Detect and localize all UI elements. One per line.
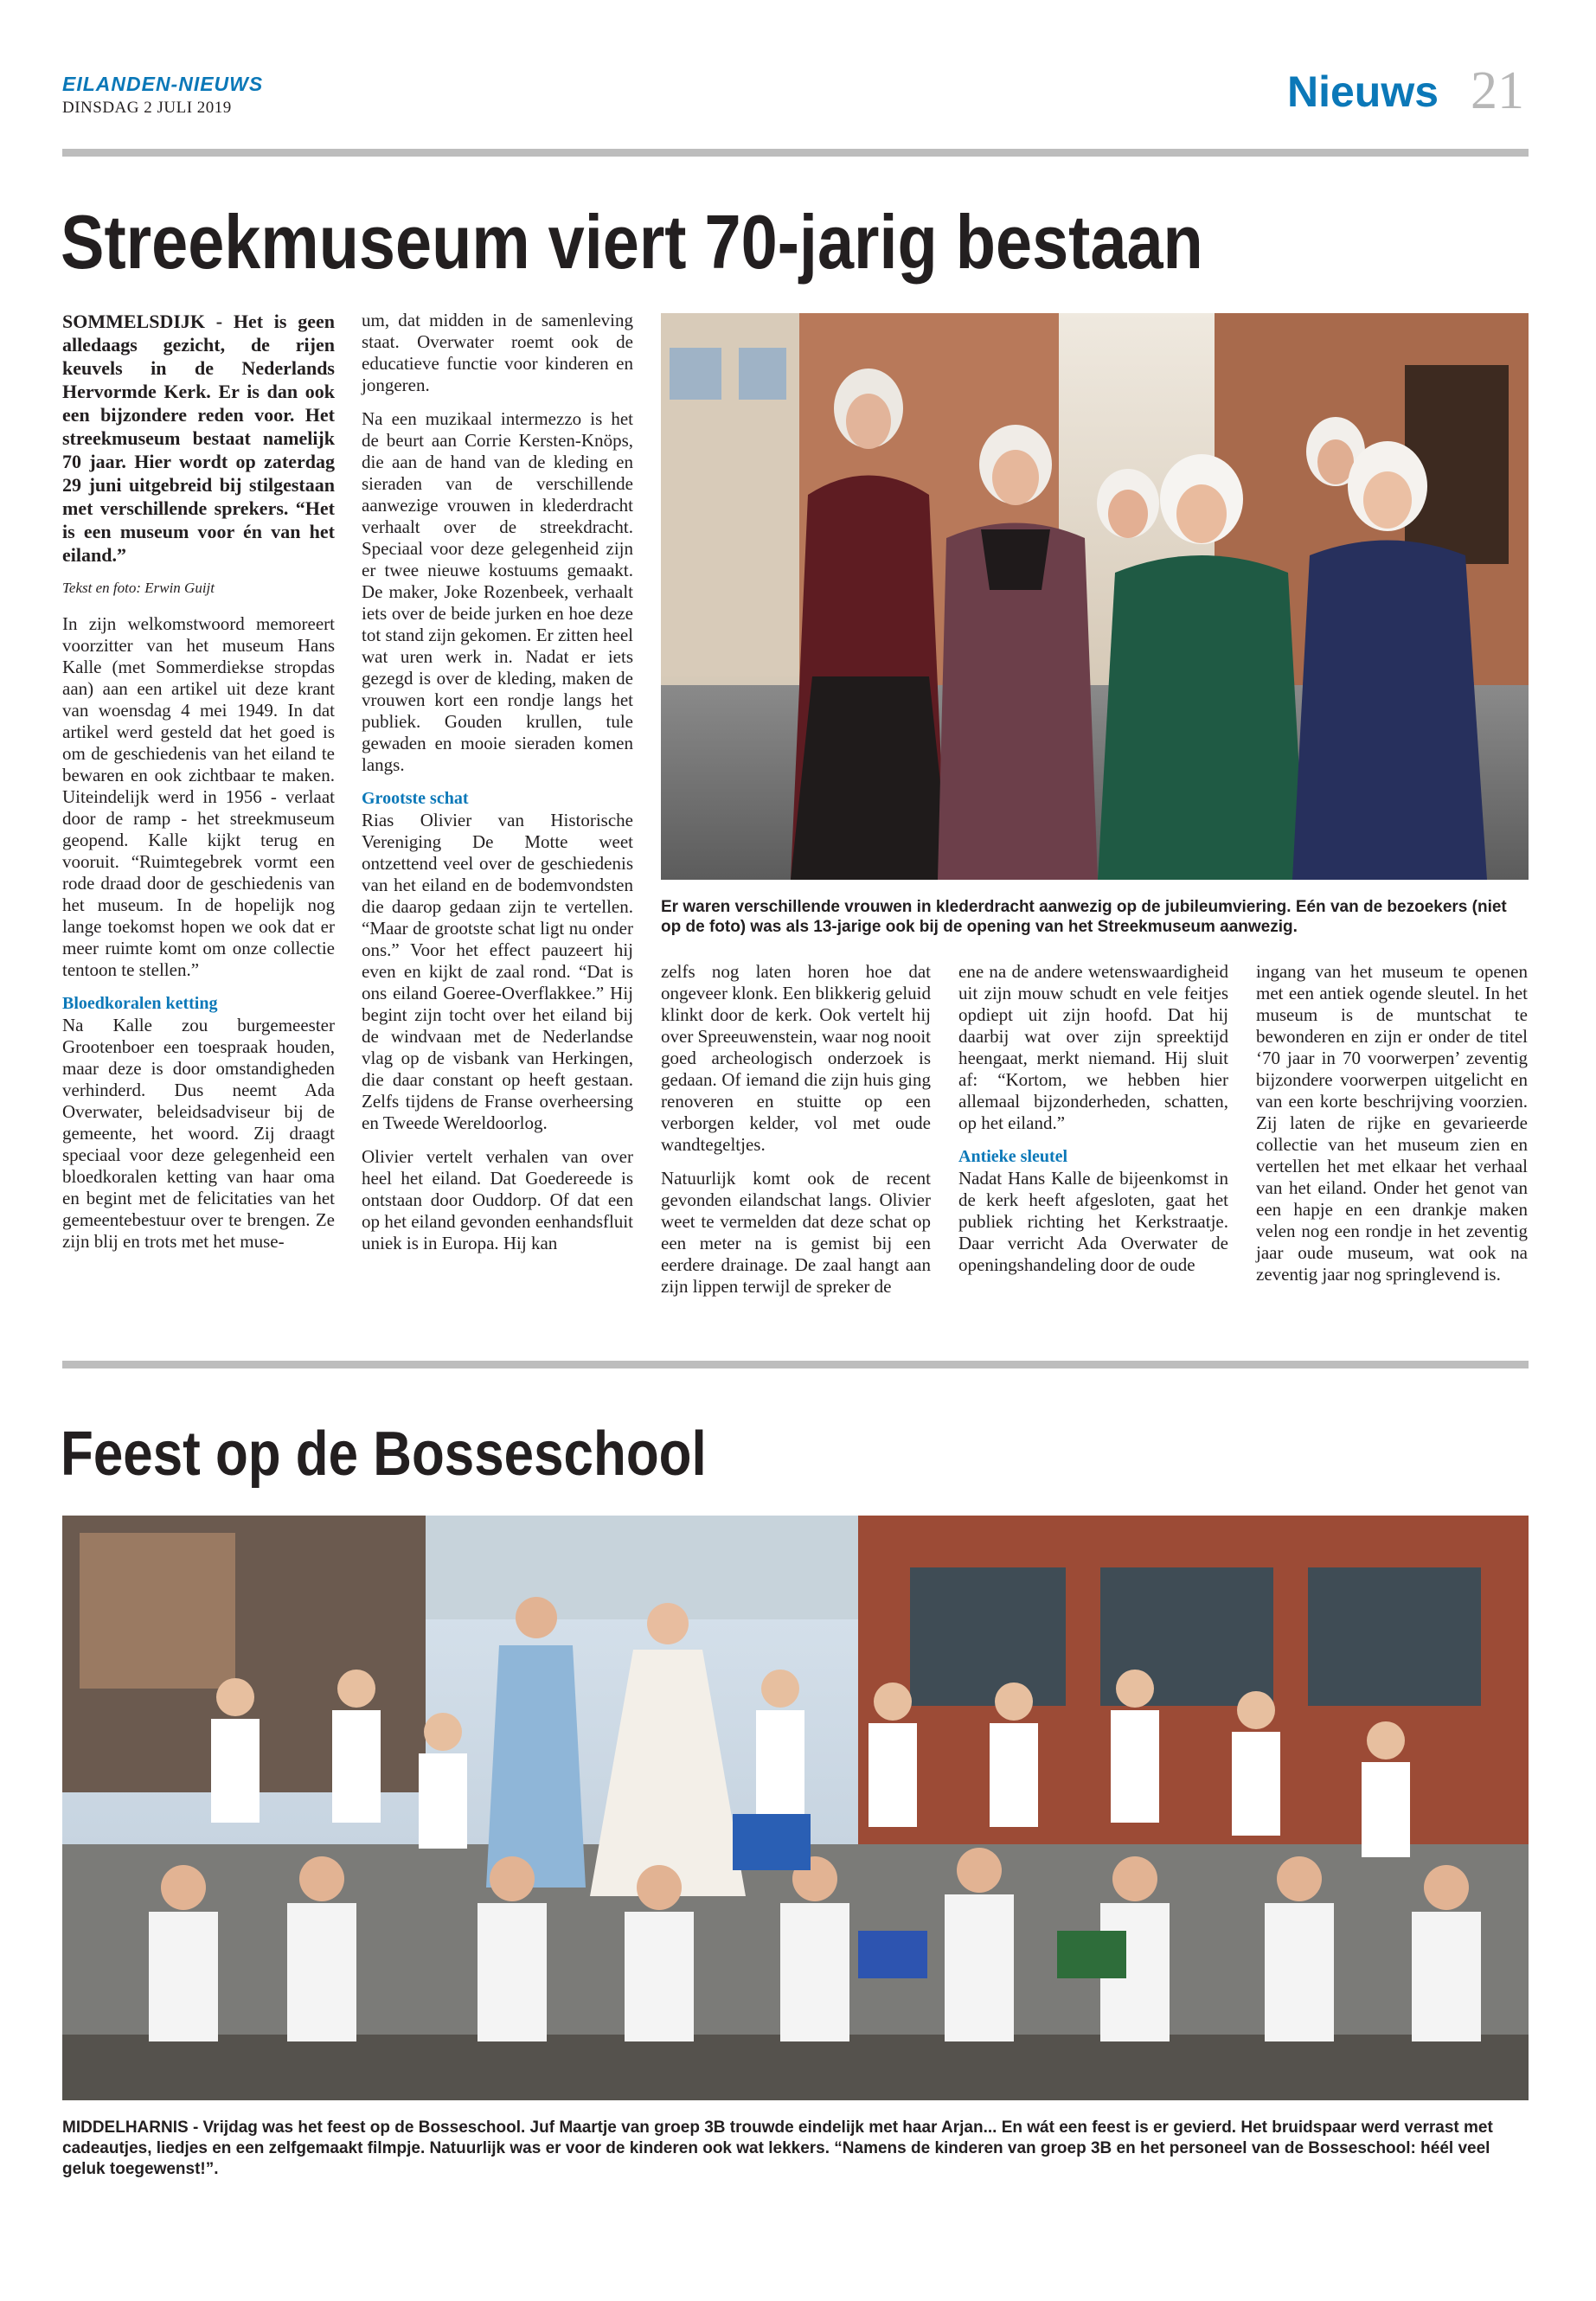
article1-paragraph: Na Kalle zou burgemeester Grootenboer een toespraak houden, maar deze is door omstandigheden verhinderd. Dus neemt Ada Overwater, beleidsadviseur bij de gemeente, het woord. Zij draagt speciaal voor deze gelegenheid een bloedkoralen ketting van haar oma en begint met de felicitaties van het gemeentebestuur over te brengen. Ze zijn blij en trots met het muse-	[62, 1015, 335, 1252]
article1-lead: SOMMELSDIJK - Het is geen alledaags gezicht, de rijen keuvels in de Nederlands Hervormde Kerk. Er is dan ook een bijzondere reden voor. Het streekmuseum bestaat namelijk 70 jaar. Hier wordt op zaterdag 29 juni uitgebreid bij stilgestaan met verschillende sprekers. “Het is een museum voor én van het eiland.”	[62, 311, 335, 566]
klederdracht-photo-caption: Er waren verschillende vrouwen in klederdracht aanwezig op de jubileumviering. Eén van de bezoekers (niet op de foto) was als 13-jarige ook bij de opening van het Streekmuseum aanwezig.	[661, 898, 1507, 936]
article1-subhead-bloedkoralen: Bloedkoralen ketting	[62, 994, 218, 1013]
article1-column-5	[1256, 961, 1528, 1298]
article1-paragraph: Na een muzikaal intermezzo is het de beurt aan Corrie Kersten-Knöps, die aan de hand van de kleding en sieraden van de verschillende aanwezige vrouwen in klederdracht verhaalt over de streekdracht. Speciaal voor deze gelegenheid zijn er twee nieuwe kostuums gemaakt. De maker, Joke Rozenbeek, verhaalt iets over de beide jurken en hoe deze tot stand zijn gekomen. Er zitten heel wat uren werk in. Nadat er iets gezegd is over de kleding, maken de vrouwen kort een rondje langs het publiek. Gouden krullen, tule gewaden en mooie sieraden komen langs.	[362, 408, 633, 775]
article1-paragraph: Olivier vertelt verhalen van over heel het eiland. Dat Goedereede is ontstaan door Ouddorp. Of dat een op het eiland gevonden eenhandsfluit uniek is in Europa. Hij kan	[362, 1146, 633, 1253]
article1-headline: Streekmuseum viert 70-jarig bestaan	[61, 199, 1203, 285]
article1-paragraph: ingang van het museum te openen met een antiek ogende sleutel. In het museum is de muntschat te bewonderen en zijn er onder de titel ‘70 jaar in 70 voorwerpen’ zeventig bijzondere voorwerpen uitgelicht en van een korte beschrijving voorzien. Zij laten de rijke en gevarieerde collectie van het museum zien en vertellen het met elkaar het verhaal van het eiland. Onder het genot van een hapje en een drankje maken velen nog een rondje in het zeventig jaar oude museum, wat ook na zeventig jaar nog springlevend is.	[1256, 961, 1528, 1285]
article1-paragraph: Rias Olivier van Historische Vereniging De Motte weet ontzettend veel over de geschiedenis van het eiland en de bodemvondsten die daarop gedaan zijn te vertellen. “Maar de grootste schat ligt nu onder ons.” Voor het effect pauzeert hij even en kijkt de zaal rond. “Dat is ons eiland Goeree-Overflakkee.” Hij begint zijn tocht over het eiland bij de windvaan met de Nederlandse vlag op de visbank van Herkingen, die daar constant op heeft gestaan. Zelfs tijdens de Franse overheersing en Tweede Wereldoorlog.	[362, 810, 633, 1133]
article1-paragraph: ene na de andere wetenswaardigheid uit zijn mouw schudt en vele feitjes opdiept uit zijn hoofd. Dat hij daarbij wat over zijn spreektijd heengaat, merkt niemand. Hij sluit af: “Kortom, we hebben hier allemaal bijzonderheden, schatten, op het eiland.”	[958, 961, 1228, 1133]
article1-column-2	[362, 310, 633, 1266]
article1-paragraph: zelfs nog laten horen hoe dat ongeveer klonk. Een blikkerig geluid klinkt door de kerk. Ook vertelt hij over Spreeuwenstein, waar nog nooit goed archeologisch onderzoek is gedaan. Of iemand die zijn huis ging renoveren en stuitte op een verborgen kelder, vol met oude wandtegeltjes.	[661, 961, 931, 1155]
newspaper-logo: EILANDEN-NIEUWS	[62, 73, 264, 95]
bosseschool-photo	[62, 1516, 1529, 2100]
article1-subhead-antieke-sleutel: Antieke sleutel	[958, 1147, 1068, 1166]
article1-credit: Tekst en foto: Erwin Guijt	[62, 580, 215, 596]
page-number: 21	[1471, 61, 1524, 120]
section-title: Nieuws	[1287, 67, 1439, 116]
section-divider	[62, 1361, 1529, 1368]
article1-paragraph: Natuurlijk komt ook de recent gevonden eilandschat langs. Olivier weet te vermelden dat deze schat op een meter na is gemist bij een eerdere drainage. De zaal hangt aan zijn lippen terwijl de spreker de	[661, 1168, 931, 1297]
article1-paragraph: Nadat Hans Kalle de bijeenkomst in de kerk heeft afgesloten, gaat het publiek richting het Kerkstraatje. Daar verricht Ada Overwater de openingshandeling door de oude	[958, 1168, 1228, 1275]
top-divider	[62, 149, 1529, 157]
bosseschool-photo-caption: MIDDELHARNIS - Vrijdag was het feest op de Bosseschool. Juf Maartje van groep 3B trouwde eindelijk met haar Arjan... En wát een feest is er gevierd. Het bruidspaar werd verrast met cadeautjes, liedjes en een zelfgemaakt filmpje. Natuurlijk was er voor de kinderen ook wat lekkers. “Namens de kinderen van groep 3B en het personeel van de Bosseschool: héél veel geluk toegewenst!”.	[62, 2118, 1493, 2178]
klederdracht-photo	[661, 313, 1529, 880]
article1-column-4	[958, 961, 1228, 1288]
article1-column-3	[661, 961, 931, 1310]
article2-headline: Feest op de Bosseschool	[61, 1420, 707, 1489]
article1-paragraph: In zijn welkomstwoord memoreert voorzitter van het museum Hans Kalle (met Sommerdiekse stropdas aan) aan een artikel uit deze krant van woensdag 4 mei 1949. In dat artikel werd gesteld dat het goed is om de geschiedenis van het eiland te bewaren en ook zichtbaar te maken. Uiteindelijk werd in 1956 - verlaat door de ramp - het streekmuseum geopend. Kalle kijkt terug en vooruit. “Ruimtegebrek vormt een rode draad door de geschiedenis van het museum. In de hopelijk nog lange toekomst hopen we ook dat er meer ruimte komt om onze collectie tentoon te stellen.”	[62, 613, 335, 980]
article1-subhead-grootste-schat: Grootste schat	[362, 789, 469, 808]
article1-paragraph: um, dat midden in de samenleving staat. Overwater roemt ook de educatieve functie voor kinderen en jongeren.	[362, 310, 633, 395]
article1-column-1	[62, 310, 335, 1265]
issue-date: DINSDAG 2 JULI 2019	[62, 99, 232, 117]
